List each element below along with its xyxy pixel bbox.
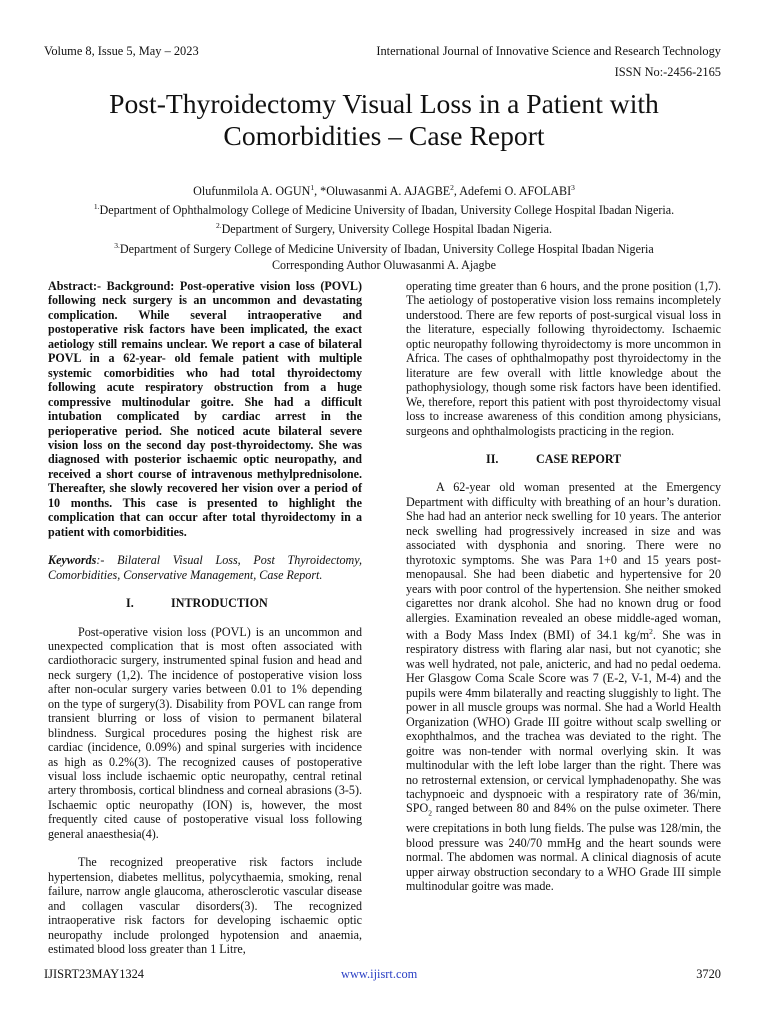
intro-paragraph-2: The recognized preoperative risk factors include hypertension, diabetes mellitus, polycythaemia, smoking, renal failure, narrow angle glaucoma, atherosclerotic vascular disease and collagen vascular disorders(3). The recognized intraoperative risk factors for developing ischaemic optic neuropathy include prolonged hypotension and anaemia, estimated blood loss greater than 1 Litre, <box>48 855 362 957</box>
affiliation-2-text: Department of Surgery, University College Hospital Ibadan Nigeria. <box>221 222 553 237</box>
intro-paragraph-1: Post-operative vision loss (POVL) is an uncommon and unexpected complication that is most often associated with cardiothoracic surgery, instrumented spinal fusion and head and neck surgery (1,2). The incidence of postoperative vision loss after non-ocular surgery varies between 0.01 to 1% depending on the type of surgery(3). Disability from POVL can range from transient blurring or loss of vision to permanent bilateral blindness. Surgical procedures posing the highest risk are cardiac (incidence, 0.09%) and spinal surgeries with incidence as high as 0.2%(3). The recognized causes of postoperative visual loss include ischaemic optic neuropathy, central retinal artery thrombosis, cortical blindness and corneal abrasions (3-5). Ischaemic optic neuropathy (ION) is, however, the most frequently cited cause of postoperative visual loss following general anaesthesia(4). <box>48 624 363 841</box>
paper-title <box>40 88 728 152</box>
author-2-sup: 2 <box>450 183 454 192</box>
abstract: Abstract:- Background: Post-operative vision loss (POVL) following neck surgery is an uncommon and devastating complication. While several intraoperative and postoperative risk factors have been implicated, the exact aetiology still remains unclear. We report a case of bilateral POVL in a 62-year- old female patient with multiple systemic comorbidities who had total thyroidectomy following acute respiratory obstruction from a huge compressive multinodular goitre. She had a difficult intubation complicated by cardiac arrest in the perioperative period. She noticed acute bilateral severe vision loss on the second day post-thyroidectomy. She was diagnosed with posterior ischaemic optic neuropathy, and received a short course of intravenous methylprednisolone. Thereafter, she slowly recovered her vision over a period of 10 months. This case is presented to highlight the complication that can occur after total thyroidectomy in a patient with comorbidities. <box>48 279 362 539</box>
case-superscript: 2 <box>649 626 653 636</box>
intro-paragraph-2-continued: operating time greater than 6 hours, and the prone position (1,7). The aetiology of postoperative vision loss remains incompletely understood. There are few reports of post-surgical visual loss in the literature, especially following thyroidectomy. Ischaemic optic neuropathy following thyroidectomy is more uncommon in Africa. The cases of ophthalmopathy post thyroidectomy in the literature are few overall with little knowledge about the pathophysiology, though some risk factors have been identified. We, therefore, report this patient with post thyroidectomy visual loss to increase awareness of this condition among physicians, surgeons and ophthalmologists practicing in the region. <box>406 279 721 438</box>
author-3-sup: 3 <box>571 183 575 192</box>
section-heading-introduction <box>48 596 362 610</box>
case-text-b: . She was in respiratory distress with flaring alar nasi, but not cyanotic; she was well hydrated, not pale, anicteric, and had no pedal oedema. Her Glasgow Coma Scale Score was 7 (E-2, V-1, M-4) and the pupils were 4mm bilaterally and reacting sluggishly to light. The power in all muscle groups was normal. She had a World Health Organization (WHO) Grade III goitre without scalp swelling or exophthalmos, and the trachea was deviated to the right. The goitre was non-tender with normal overlying skin. It was multinodular with the left lobe larger than the right. There was no retrosternal extension, or cervical lymphadenopathy. She was tachypnoeic and dyspnoeic with a respiratory rate of 36/min, SPO <box>406 627 721 816</box>
affiliation-2 <box>30 218 738 237</box>
section-number: II. <box>486 451 499 466</box>
author-1-sup: 1 <box>310 183 315 192</box>
affiliation-3-text: Department of Surgery College of Medicine University of Ibadan, University College Hospital Ibadan Nigeria <box>119 241 654 256</box>
section-title: CASE REPORT <box>536 451 622 466</box>
affiliation-3 <box>30 238 738 257</box>
volume-issue: Volume 8, Issue 5, May – 2023 <box>44 44 199 58</box>
affiliation-1-text: Department of Ophthalmology College of Medicine University of Ibadan, University College Hospital Ibadan Nigeria. <box>99 203 675 218</box>
case-subscript: 2 <box>428 808 432 818</box>
keywords-label: Keywords <box>48 553 97 568</box>
case-paragraph-1 <box>406 480 721 893</box>
affiliation-3-sup: 3. <box>114 240 120 250</box>
left-column <box>48 279 362 956</box>
section-number: I. <box>126 596 134 611</box>
author-block <box>30 180 738 273</box>
corresponding-author: Corresponding Author Oluwasanmi A. Ajagbe <box>271 257 497 272</box>
affiliation-1-sup: 1. <box>93 202 100 212</box>
footer-page-number: 3720 <box>696 967 721 981</box>
author-1: Olufunmilola A. OGUN <box>193 184 311 199</box>
footer-article-code: IJISRT23MAY1324 <box>44 967 145 981</box>
keywords-text: :- Bilateral Visual Loss, Post Thyroidectomy, Comorbidities, Conservative Management, Case Report. <box>48 553 362 582</box>
author-2: , *Oluwasanmi A. AJAGBE <box>314 184 451 199</box>
issn: ISSN No:-2456-2165 <box>614 65 721 79</box>
author-list <box>30 180 738 199</box>
case-text-c: ranged between 80 and 84% on the pulse oximeter. There were crepitations in both lung fields. The pulse was 128/min, the blood pressure was 240/70 mmHg and the heart sounds were normal. The abdomen was normal. A clinical diagnosis of acute upper airway obstruction secondary to a WHO Grade III simple multinodular goitre was made. <box>406 801 721 894</box>
journal-name: International Journal of Innovative Science and Research Technology <box>376 44 721 58</box>
title-line-2: Comorbidities – Case Report <box>223 120 545 151</box>
footer-website-link[interactable]: www.ijisrt.com <box>341 967 418 981</box>
case-text-a: A 62-year old woman presented at the Emergency Department with difficulty with breathing of an hour’s duration. She had had an anterior neck swelling for 10 years. The anterior neck swelling had progressively increased in size and was associated with dysphonia and snoring. There were no thyrotoxic symptoms. She was Para 1+0 and 15 years post-menopausal. She had been diabetic and hypertensive for 20 years with poor control of the hypertension. She neither smoked cigarettes nor drank alcohol. She had no known drug or food allergies. Examination revealed an obese middle-aged woman, with a Body Mass Index (BMI) of 34.1 kg/m <box>406 480 721 642</box>
title-line-1: Post-Thyroidectomy Visual Loss in a Patient with <box>109 88 659 119</box>
section-heading-case-report <box>406 452 721 466</box>
affiliation-2-sup: 2. <box>215 221 222 231</box>
author-3: , Adefemi O. AFOLABI <box>453 184 572 199</box>
keywords <box>48 553 362 582</box>
right-column <box>406 279 721 894</box>
section-title: INTRODUCTION <box>171 596 268 611</box>
affiliation-1 <box>30 199 738 218</box>
